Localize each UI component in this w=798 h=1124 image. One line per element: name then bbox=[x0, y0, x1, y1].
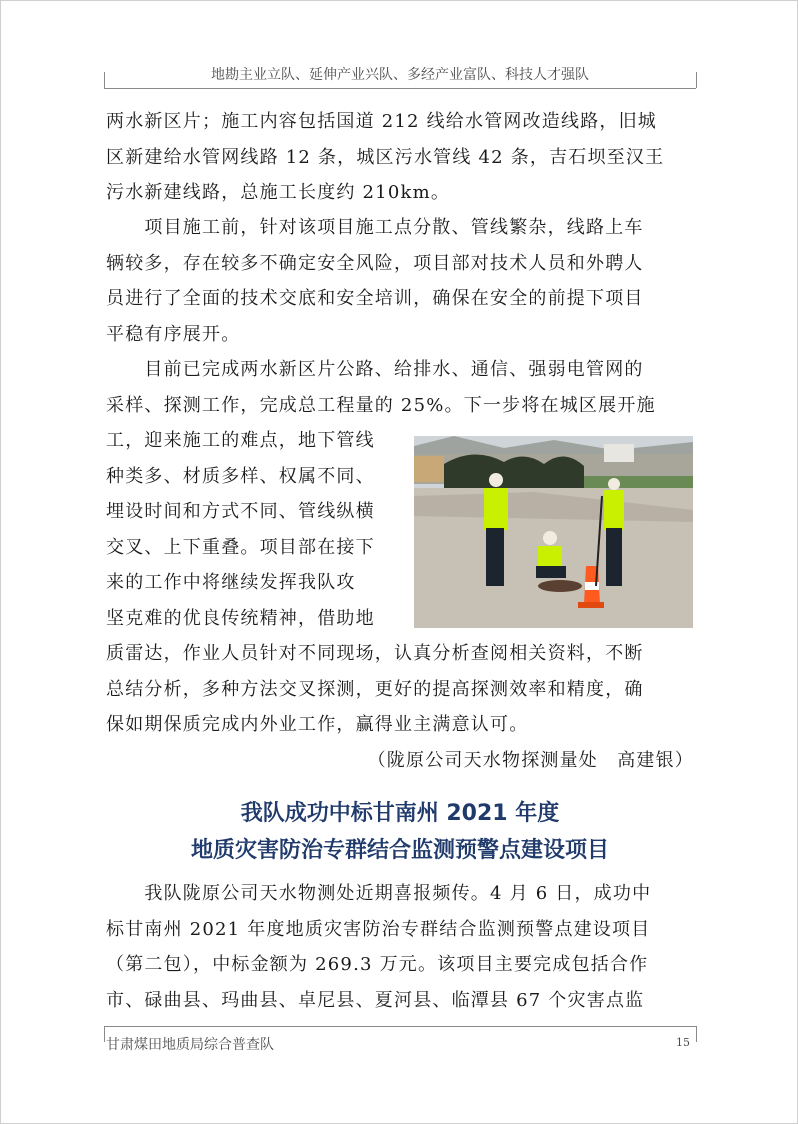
text-line: 采样、探测工作，完成总工程量的 25%。下一步将在城区展开施 bbox=[106, 394, 656, 416]
text-line: （第二包），中标金额为 269.3 万元。该项目主要完成包括合作 bbox=[106, 954, 649, 975]
paragraph-2 bbox=[106, 210, 698, 352]
crop-mark-tl bbox=[104, 72, 105, 88]
paragraph-5 bbox=[106, 876, 698, 1018]
text-line: 辆较多，存在较多不确定安全风险，项目部对技术人员和外聘人 bbox=[106, 252, 644, 274]
page-number: 15 bbox=[676, 1036, 690, 1049]
text-line: 工，迎来施工的难点，地下管线 bbox=[106, 430, 375, 451]
text-line: 区新建给水管网线路 12 条，城区污水管线 42 条，吉石坝至汉王 bbox=[106, 146, 665, 168]
paragraph-3 bbox=[106, 352, 698, 423]
text-line: 交叉、上下重叠。项目部在接下 bbox=[106, 536, 375, 558]
footer-org: 甘肃煤田地质局综合普查队 bbox=[106, 1037, 274, 1053]
crop-mark-tr bbox=[696, 72, 697, 88]
header-rule bbox=[104, 88, 696, 89]
text-line: 保如期保质完成内外业工作，赢得业主满意认可。 bbox=[106, 714, 529, 735]
running-header: 地勘主业立队、延伸产业兴队、多经产业富队、科技人才强队 bbox=[211, 67, 589, 83]
text-line: 总结分析，多种方法交叉探测，更好的提高探测效率和精度，确 bbox=[106, 678, 644, 700]
paragraph-4 bbox=[106, 636, 698, 743]
text-line: 污水新建线路，总施工长度约 210km。 bbox=[106, 182, 451, 203]
paragraph-3-wrapped bbox=[106, 423, 406, 636]
text-line: 项目施工前，针对该项目施工点分散、管线繁杂，线路上车 bbox=[106, 217, 644, 238]
author-signature: （陇原公司天水物探测量处 高建银） bbox=[367, 750, 694, 771]
text-line: 坚克难的优良传统精神，借助地 bbox=[106, 607, 375, 629]
survey-workers-photo bbox=[414, 436, 693, 628]
footer-rule bbox=[104, 1026, 696, 1027]
text-line: 我队陇原公司天水物测处近期喜报频传。4 月 6 日，成功中 bbox=[106, 883, 652, 904]
text-line: 来的工作中将继续发挥我队攻 bbox=[106, 572, 356, 593]
text-line: 标甘南州 2021 年度地质灾害防治专群结合监测预警点建设项目 bbox=[106, 918, 651, 940]
article-title-line-1: 我队成功中标甘南州 2021 年度 bbox=[240, 801, 560, 826]
text-line: 目前已完成两水新区片公路、给排水、通信、强弱电管网的 bbox=[106, 359, 644, 380]
text-line: 平稳有序展开。 bbox=[106, 323, 241, 345]
article-title-line-2: 地质灾害防治专群结合监测预警点建设项目 bbox=[190, 838, 609, 863]
text-line: 两水新区片；施工内容包括国道 212 线给水管网改造线路，旧城 bbox=[106, 111, 657, 132]
text-line: 埋设时间和方式不同、管线纵横 bbox=[106, 501, 375, 522]
crop-mark-bl bbox=[104, 1026, 105, 1042]
text-line: 市、碌曲县、玛曲县、卓尼县、夏河县、临潭县 67 个灾害点监 bbox=[106, 989, 645, 1011]
text-line: 质雷达，作业人员针对不同现场，认真分析查阅相关资料，不断 bbox=[106, 643, 644, 664]
text-line: 员进行了全面的技术交底和安全培训，确保在安全的前提下项目 bbox=[106, 288, 644, 309]
paragraph-1 bbox=[106, 104, 698, 211]
crop-mark-br bbox=[696, 1026, 697, 1042]
text-line: 种类多、材质多样、权属不同、 bbox=[106, 465, 375, 487]
